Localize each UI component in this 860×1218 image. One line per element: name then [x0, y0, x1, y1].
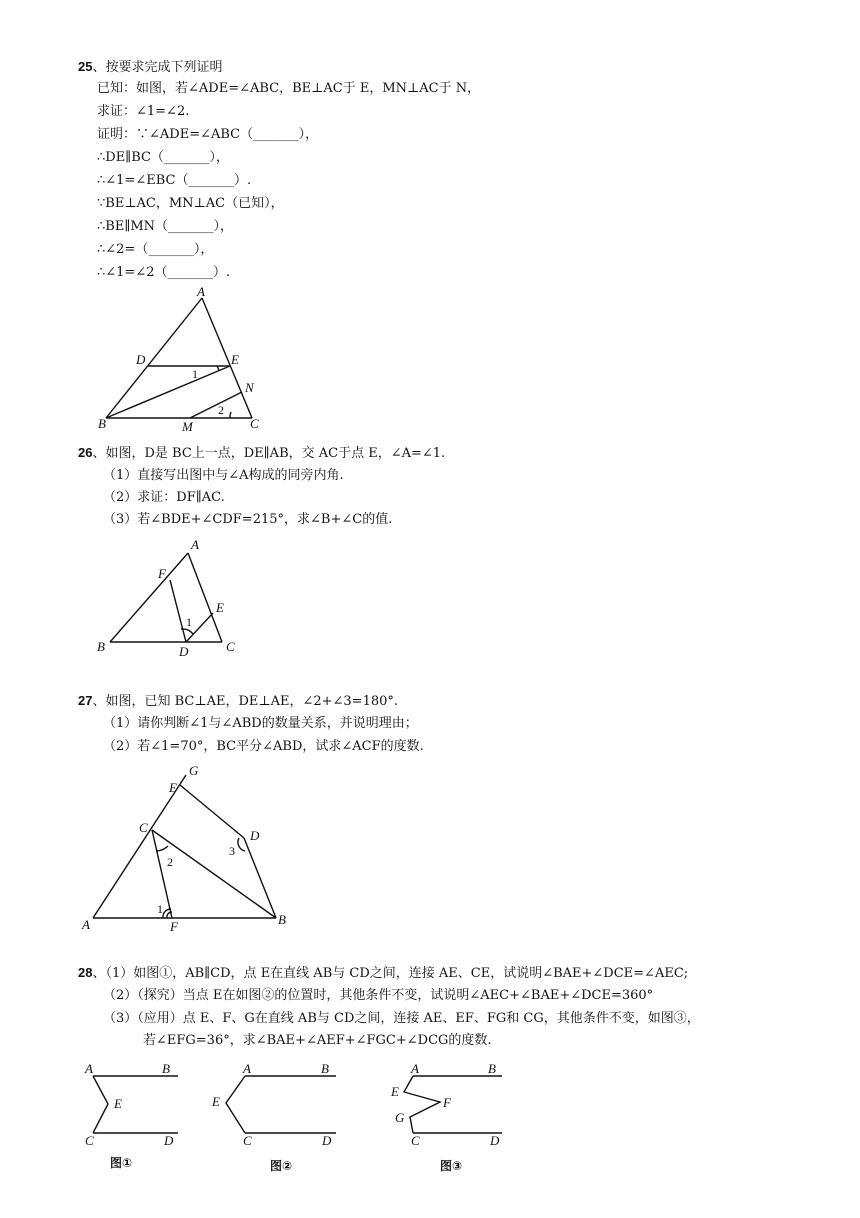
q25-line-9: ∴∠1=∠2（_______）. [97, 265, 231, 280]
q28-line-3: 若∠EFG=36°，求∠BAE+∠AEF+∠FGC+∠DCG的度数. [143, 1033, 492, 1048]
q28-figure-1 [84, 1061, 178, 1170]
q27-label-angle-2: 2 [167, 855, 173, 869]
q25-title: 、按要求完成下列证明 [92, 60, 223, 75]
q26-line-3: （3）若∠BDE+∠CDF=215°，求∠B+∠C的值. [103, 512, 393, 527]
q26-number: 26 [78, 445, 93, 460]
q27-number: 27 [78, 693, 93, 708]
q28-fig1-label-b: B [162, 1061, 170, 1076]
q28-fig1-label-e: E [114, 1096, 122, 1111]
q27-label-c: C [139, 820, 148, 835]
q25-line-8: ∴∠2=（_______）， [97, 242, 214, 257]
q28-fig2-label-d: D [322, 1133, 332, 1148]
q28-line-1: （2）（探究）当点 E在如图②的位置时，其他条件不变，试说明∠AEC+∠BAE+∠DCE=360° [103, 988, 654, 1003]
q27-title: 、如图，已知 BC⊥AE，DE⊥AE，∠2+∠3=180°. [92, 694, 399, 709]
q25-label-angle-2: 2 [218, 403, 224, 417]
q25-label-e: E [231, 352, 239, 367]
q25-line-3: 证明：∵∠ADE=∠ABC（_______）， [97, 127, 319, 142]
q28-fig1-label-a: A [85, 1061, 93, 1076]
q27-label-e: E [169, 780, 177, 795]
q28-figure-2 [211, 1061, 336, 1173]
q28-caption-3: 图③ [440, 1159, 463, 1173]
q25-label-m: M [182, 419, 193, 434]
q26-line-1: （1）直接写出图中与∠A构成的同旁内角. [103, 468, 344, 483]
q26-line-2: （2）求证：DF∥AC. [103, 490, 225, 505]
q25-label-a: A [197, 284, 205, 299]
q28-fig3-label-c: C [411, 1133, 420, 1148]
q25-number: 25 [78, 59, 93, 74]
q28-fig3-label-e: E [391, 1084, 399, 1099]
q28-fig3-label-d: D [490, 1133, 500, 1148]
q26-label-angle-1: 1 [186, 615, 192, 629]
q25-line-4: ∴DE∥BC（_______）， [97, 150, 229, 165]
q27-label-b: B [278, 912, 286, 927]
q26-label-a: A [191, 537, 199, 552]
q27-label-f: F [170, 919, 178, 934]
q26-label-d: D [179, 644, 189, 659]
q28-fig2-label-a: A [243, 1061, 251, 1076]
q28-fig3-label-a: A [411, 1061, 419, 1076]
q26-label-b: B [97, 639, 105, 654]
q26-label-c: C [226, 639, 235, 654]
q28-caption-1: 图① [110, 1156, 133, 1170]
q27-label-angle-1: 1 [157, 902, 163, 916]
q28-figure-3 [390, 1061, 502, 1173]
q27-line-2: （2）若∠1=70°，BC平分∠ABD，试求∠ACF的度数. [103, 739, 424, 754]
q26-title: 、如图，D是 BC上一点，DE∥AB，交 AC于点 E，∠A=∠1. [92, 446, 446, 461]
q27-label-g: G [189, 763, 199, 778]
q28-caption-2: 图② [270, 1159, 293, 1173]
q25-label-d: D [136, 352, 146, 367]
q28-number: 28 [78, 965, 93, 980]
q28-line-2: （3）（应用）点 E、F、G在直线 AB与 CD之间，连接 AE、EF、FG和 CG，其他条件不变，如图③， [103, 1011, 700, 1026]
q27-label-d: D [250, 828, 260, 843]
q25-label-b: B [98, 416, 106, 431]
q28-title: 、（1）如图①，AB∥CD，点 E在直线 AB与 CD之间，连接 AE、CE，试说明∠BAE+∠DCE=∠AEC; [92, 966, 689, 981]
q28-fig1-label-c: C [85, 1133, 94, 1148]
q25-label-n: N [245, 380, 254, 395]
q26-label-e: E [216, 600, 224, 615]
q25-line-2: 求证：∠1=∠2. [97, 104, 190, 119]
q28-fig2-label-e: E [212, 1094, 220, 1109]
q28-fig2-label-b: B [321, 1061, 329, 1076]
q28-fig2-label-c: C [243, 1133, 252, 1148]
q25-line-5: ∴∠1=∠EBC（_______）. [97, 173, 252, 188]
q27-label-a: A [82, 917, 90, 932]
q28-fig3-label-f: F [443, 1095, 451, 1110]
q25-label-c: C [250, 416, 259, 431]
q27-line-1: （1）请你判断∠1与∠ABD的数量关系，并说明理由； [103, 716, 418, 731]
q26-label-f: F [158, 566, 166, 581]
q27-label-angle-3: 3 [229, 844, 235, 858]
q25-line-6: ∵BE⊥AC，MN⊥AC（已知）， [97, 196, 284, 211]
q28-fig3-label-g: G [395, 1110, 405, 1125]
q28-fig3-label-b: B [488, 1061, 496, 1076]
q25-label-angle-1: 1 [192, 367, 198, 381]
q28-fig1-label-d: D [164, 1133, 174, 1148]
q25-line-7: ∴BE∥MN（_______）， [97, 219, 234, 234]
q25-line-1: 已知：如图，若∠ADE=∠ABC，BE⊥AC于 E，MN⊥AC于 N， [97, 81, 481, 96]
